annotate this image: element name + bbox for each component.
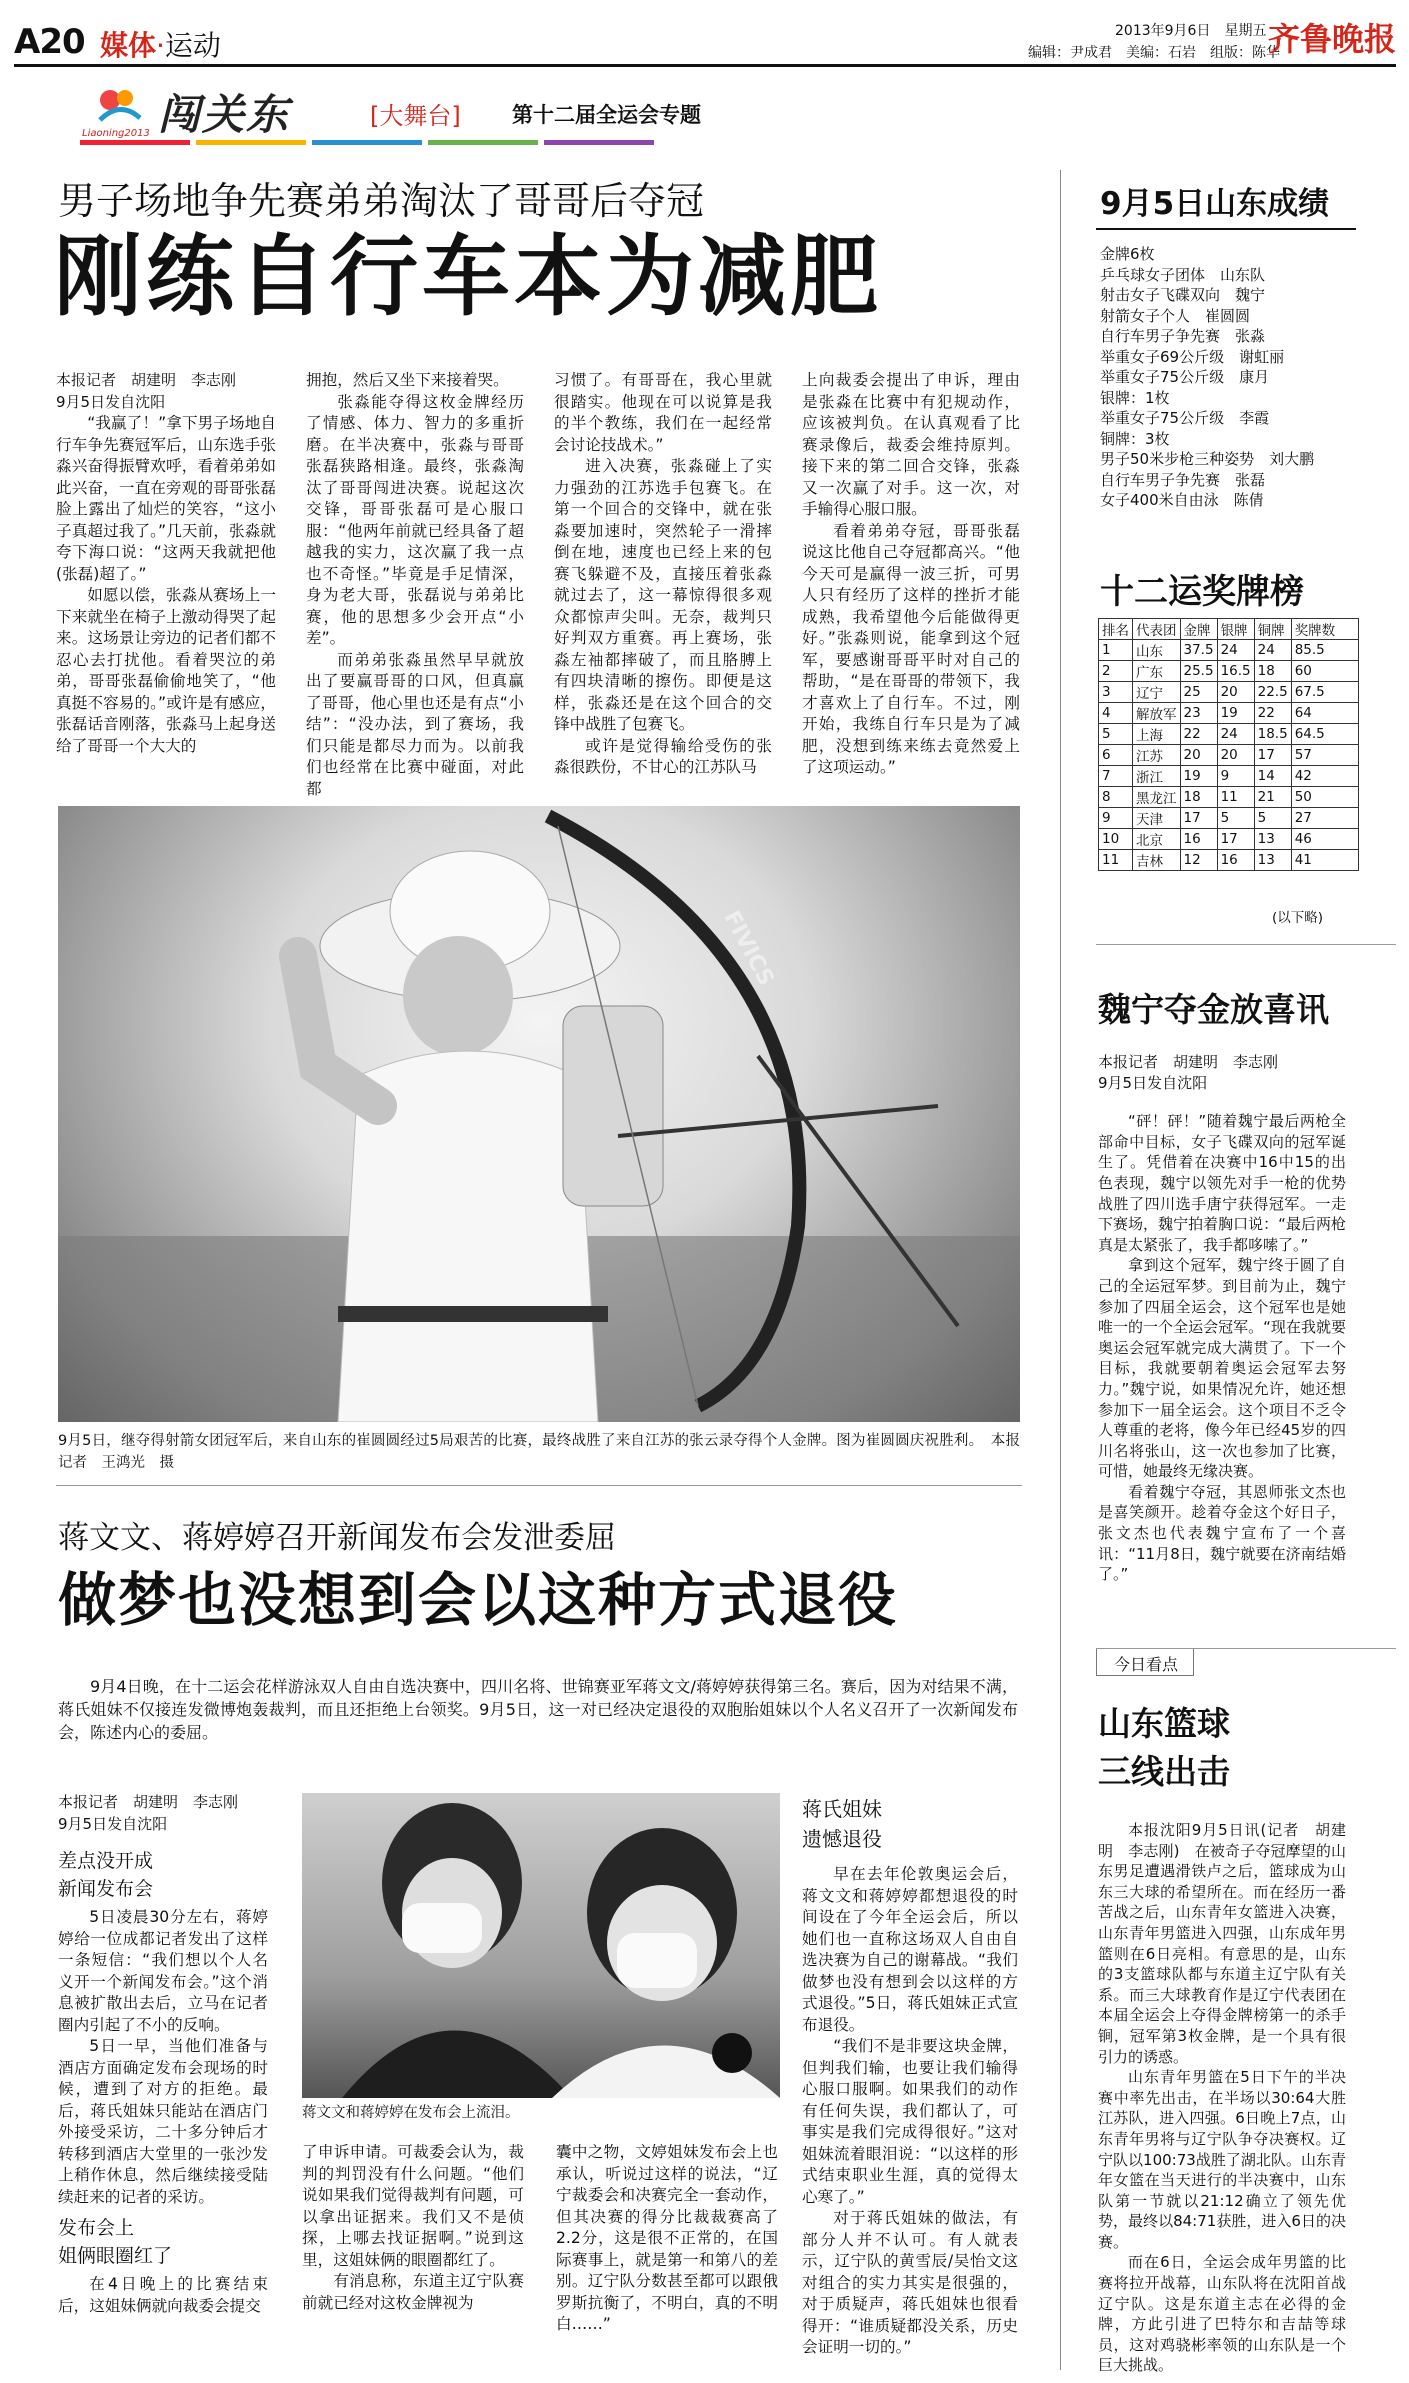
lead-headline: 刚练自行车本为减肥 <box>54 225 883 328</box>
medal-cell: 42 <box>1291 766 1358 787</box>
subhead-1 <box>58 1847 268 1903</box>
subhead-line: 遗憾退役 <box>802 1827 882 1851</box>
medal-cell: 辽宁 <box>1133 682 1181 703</box>
second-headline: 做梦也没想到会以这种方式退役 <box>58 1566 899 1634</box>
second-paragraph: 在4日晚上的比赛结束后，这姐妹俩就向裁委会提交 <box>58 2275 268 2315</box>
medal-cell: 22 <box>1180 724 1217 745</box>
section-sub: 运动 <box>164 29 221 62</box>
second-paragraph: 5日一早，当他们准备与酒店方面确定发布会现场的时候，遭到了对方的拒绝。最后，蒋氏姐妹只能站在酒店门外接受采访，二十多分钟后才转移到酒店大堂里的一张沙发上稍作休息，然后继续接受陆续赶来的记者的采访。 <box>58 2037 268 2206</box>
medal-cell: 16 <box>1180 829 1217 850</box>
lead-kicker: 男子场地争先赛弟弟淘汰了哥哥后夺冠 <box>58 179 705 223</box>
medal-row <box>1099 682 1359 703</box>
lead-column-3 <box>554 370 772 779</box>
medal-cell: 37.5 <box>1180 640 1217 661</box>
sidebar-divider <box>1096 944 1396 945</box>
weining-paragraph: 看着魏宁夺冠，其恩师张文杰也是喜笑颜开。趁着夺金这个好日子，张文杰也代表魏宁宣布了一个喜讯：“11月8日，魏宁就要在济南结婚了。” <box>1098 1482 1346 1584</box>
medal-cell: 广东 <box>1133 661 1181 682</box>
results-list <box>1100 244 1390 511</box>
subhead-2 <box>58 2214 268 2270</box>
medal-cell: 67.5 <box>1291 682 1358 703</box>
medal-cell: 17 <box>1217 829 1254 850</box>
medal-cell: 11 <box>1099 850 1133 871</box>
medal-cell: 4 <box>1099 703 1133 724</box>
medal-cell: 22.5 <box>1254 682 1291 703</box>
lead-paragraph: 而弟弟张淼虽然早早就放出了要赢哥哥的口风，但真赢了哥哥，他心里也还是有点“小结”：“没办法，到了赛场，我们只能是都尽力而为。以前我们也经常在比赛中碰面，对此都 <box>306 650 524 798</box>
second-column-2 <box>302 2142 524 2314</box>
medal-cell: 上海 <box>1133 724 1181 745</box>
medal-cell: 12 <box>1180 850 1217 871</box>
medal-header: 奖牌数 <box>1291 619 1358 640</box>
subhead-line: 发布会上 <box>58 2217 135 2239</box>
medal-cell: 18.5 <box>1254 724 1291 745</box>
medal-row <box>1099 787 1359 808</box>
medal-cell: 24 <box>1217 724 1254 745</box>
medal-cell: 山东 <box>1133 640 1181 661</box>
lead-paragraph: 上向裁委会提出了申诉，理由是张淼在比赛中有犯规动作，应该被判负。在认真观看了比赛录像后，裁委会维持原判。接下来的第二回合交锋，张淼又一次赢了对手。这一次，对手输得心服口服。 <box>802 371 1020 518</box>
weining-title: 魏宁夺金放喜讯 <box>1098 990 1329 1029</box>
result-line: 射箭女子个人 崔圆圆 <box>1100 306 1251 325</box>
archer-illustration <box>58 806 1020 1422</box>
medal-cell: 85.5 <box>1291 640 1358 661</box>
result-line: 自行车男子争先赛 张淼 <box>1100 327 1266 345</box>
medal-cell: 23 <box>1180 703 1217 724</box>
medal-cell: 17 <box>1254 745 1291 766</box>
weining-dateline: 9月5日发自沈阳 <box>1098 1073 1208 1092</box>
section-dot: · <box>156 29 165 62</box>
lead-byline: 本报记者 胡建明 李志刚 <box>56 371 237 389</box>
medal-cell: 14 <box>1254 766 1291 787</box>
medal-row <box>1099 808 1359 829</box>
medal-cell: 19 <box>1180 766 1217 787</box>
result-line: 银牌：1枚 <box>1100 388 1170 407</box>
subhead-line: 姐俩眼圈红了 <box>58 2245 173 2267</box>
basketball-title <box>1098 1700 1230 1796</box>
basketball-paragraph: 而在6日，全运会成年男篮的比赛将拉开战幕，山东队将在沈阳首战辽宁队。这是东道主志在必得的金牌，方此引进了巴特尔和吉喆等球员，这对鸡骁彬率领的山东队是一个巨大挑战。 <box>1098 2253 1346 2375</box>
second-paragraph: 囊中之物，文婷姐妹发布会上也承认，听说过这样的说法，“辽宁裁委会和决赛完全一套动作，但其决赛的得分比裁裁赛高了2.2分，这是很不正常的，在国际赛事上，就是第一和第八的差别。辽宁队分数甚至都可以跟俄罗斯抗衡了，不明白，真的不明白……” <box>556 2143 778 2333</box>
medal-row <box>1099 640 1359 661</box>
medal-header: 排名 <box>1099 619 1133 640</box>
lead-column-4 <box>802 370 1020 779</box>
section-divider <box>56 1485 1022 1486</box>
second-column-3 <box>556 2142 778 2336</box>
today-tag <box>1096 1648 1396 1677</box>
weining-article <box>1098 1052 1346 1585</box>
medal-cell: 1 <box>1099 640 1133 661</box>
medal-cell: 江苏 <box>1133 745 1181 766</box>
medal-row <box>1099 829 1359 850</box>
medal-cell: 8 <box>1099 787 1133 808</box>
lead-paragraph: 或许是觉得输给受伤的张淼很跌份，不甘心的江苏队马 <box>554 736 772 776</box>
paper-logo: 齐鲁晚报 <box>1268 20 1397 58</box>
medal-cell: 27 <box>1291 808 1358 829</box>
second-paragraph: 5日凌晨30分左右，蒋婷婷给一位成都记者发出了这样一条短信：“我们想以个人名义开一个新闻发布会。”这个消息被扩散出去后，立马在记者圈内引起了不小的反响。 <box>58 1908 268 2034</box>
second-paragraph: 有消息称，东道主辽宁队赛前就已经对这枚金牌视为 <box>302 2272 524 2312</box>
second-kicker: 蒋文文、蒋婷婷召开新闻发布会发泄委屈 <box>58 1520 616 1556</box>
medal-cell: 17 <box>1180 808 1217 829</box>
archery-photo <box>58 806 1020 1422</box>
subhead-line: 蒋氏姐妹 <box>802 1797 882 1821</box>
header-rule <box>14 64 1396 67</box>
page-number: A20 <box>14 22 85 62</box>
press-photo-caption <box>302 2103 780 2125</box>
today-tag-label: 今日看点 <box>1114 1655 1179 1674</box>
medal-cell: 10 <box>1099 829 1133 850</box>
medal-table <box>1098 618 1359 871</box>
medal-row <box>1099 724 1359 745</box>
medal-cell: 7 <box>1099 766 1133 787</box>
result-line: 金牌6枚 <box>1100 245 1155 263</box>
stage-tag: [大舞台] <box>370 102 461 130</box>
medal-cell: 20 <box>1217 745 1254 766</box>
summary-text: 9月4日晚，在十二运会花样游泳双人自由自选决赛中，四川名将、世锦赛亚军蒋文文/蒋婷婷获得第三名。赛后，因为对结果不满，蒋氏姐妹不仅接连发微博炮轰裁判，而且还拒绝上台领奖。9月5日，这一对已经决定退役的双胞胎姐妹以个人名义召开了一次新闻发布会，陈述内心的委屈。 <box>58 1677 1018 1742</box>
medal-cell: 19 <box>1217 703 1254 724</box>
medal-row <box>1099 766 1359 787</box>
medal-cell: 46 <box>1291 829 1358 850</box>
basketball-title-line: 山东篮球 <box>1098 1704 1230 1743</box>
result-line: 举重女子69公斤级 谢虹丽 <box>1100 347 1285 366</box>
basketball-paragraph: 本报沈阳9月5日讯(记者 胡建明 李志刚) 在被奇子夺冠摩望的山东男足遭遇滑铁卢之后，篮球成为山东三大球的希望所在。而在经历一番苦战之后，山东青年女篮进入决赛，山东青年男篮进入四强，山东成年男篮则在6日亮相。有意思的是，山东的3支篮球队都与东道主辽宁队有关系。而三大球教育作是辽宁代表团在本届全运会上夺得金牌榜第一的杀手锏，冠军第3枚金牌，是一个具有很引力的诱惑。 <box>1098 1821 1346 2066</box>
issue-date: 2013年9月6日 星期五 <box>1115 23 1267 39</box>
medal-cell: 21 <box>1254 787 1291 808</box>
medal-cell: 16 <box>1217 850 1254 871</box>
medal-cell: 18 <box>1254 661 1291 682</box>
subhead-3 <box>802 1794 1018 1854</box>
medal-cell: 吉林 <box>1133 850 1181 871</box>
subhead-line: 新闻发布会 <box>58 1878 154 1900</box>
lead-paragraph: 张淼能夺得这枚金牌经历了情感、体力、智力的多重折磨。在半决赛中，张淼与哥哥张磊狭路相逢。最终，张淼淘汰了哥哥闯进决赛。说起这次交锋，哥哥张磊可是心服口服：“他两年前就已经具备了超越我的实力，这次赢了我一点也不奇怪。”毕竟是手足情深，身为老大哥，张磊说与弟弟比赛，他的思想多少会开点“小差”。 <box>306 392 524 647</box>
medal-cell: 64 <box>1291 703 1358 724</box>
second-column-4 <box>802 1792 1018 2359</box>
medal-cell: 20 <box>1217 682 1254 703</box>
result-line: 铜牌：3枚 <box>1100 429 1170 448</box>
special-topic: 第十二届全运会专题 <box>512 103 701 127</box>
medal-row <box>1099 703 1359 724</box>
medal-row <box>1099 850 1359 871</box>
medal-note: (以下略) <box>1272 910 1324 926</box>
archery-photo-caption <box>58 1430 1020 1474</box>
second-paragraph: 了申诉申请。可裁委会认为，裁判的判罚没有什么问题。“他们说如果我们觉得裁判有问题，可以拿出证据来。我们又不是侦探，上哪去找证据啊。”说到这里，这姐妹俩的眼圈都红了。 <box>302 2143 524 2269</box>
medal-cell: 16.5 <box>1217 661 1254 682</box>
medal-header: 金牌 <box>1180 619 1217 640</box>
medal-cell: 5 <box>1254 808 1291 829</box>
logo-caption: Liaoning2013 <box>82 128 150 139</box>
medal-cell: 41 <box>1291 850 1358 871</box>
result-line: 男子50米步枪三种姿势 刘大鹏 <box>1100 450 1315 468</box>
medal-cell: 6 <box>1099 745 1133 766</box>
medal-cell: 3 <box>1099 682 1133 703</box>
caption-text: 蒋文文和蒋婷婷在发布会上流泪。 <box>302 2105 520 2121</box>
result-line: 举重女子75公斤级 李霞 <box>1100 409 1270 427</box>
games-logo <box>90 80 150 130</box>
section-label <box>100 24 221 64</box>
lead-paragraph: 进入决赛，张淼碰上了实力强劲的江苏选手包赛飞。在第一个回合的交锋中，就在张淼要加速时，突然轮子一滑摔倒在地，速度也已经上来的包赛飞躲避不及，直接压着张淼就过去了，这一幕惊得很多观众都惊声尖叫。无奈，裁判只好判双方重赛。再上赛场，张淼左袖都摔破了，而且胳膊上有四块清晰的擦伤。即便是这样，张淼还是在这个回合的交锋中战胜了包赛飞。 <box>554 457 772 733</box>
medal-row <box>1099 745 1359 766</box>
medal-cell: 天津 <box>1133 808 1181 829</box>
medal-cell: 22 <box>1254 703 1291 724</box>
column-divider <box>1060 170 1061 2370</box>
weining-paragraph: 拿到这个冠军，魏宁终于圆了自己的全运冠军梦。到目前为止，魏宁参加了四届全运会，这个冠军也是她唯一的一个全运会冠军。“现在我就要奥运会冠军就完成大满贯了。下一个目标，我就要朝着奥运会冠军去努力。”魏宁说，如果情况允许，她还想参加下一届全运会。这个项目不乏令人尊重的老将，像今年已经45岁的四川名将张山，这一次也参加了比赛，可惜，她最终无缘决赛。 <box>1098 1256 1346 1481</box>
second-dateline: 9月5日发自沈阳 <box>58 1814 168 1833</box>
medal-cell: 57 <box>1291 745 1358 766</box>
medal-cell: 11 <box>1217 787 1254 808</box>
basketball-article <box>1098 1820 1346 2376</box>
editor-credits: 编辑：尹成君 美编：石岩 组版：陈华 <box>1028 45 1280 61</box>
second-paragraph: 早在去年伦敦奥运会后，蒋文文和蒋婷婷都想退役的时间设在了今年全运会后，所以她们也一直称这场双人自由自选决赛为自己的谢幕战。“我们做梦也没有想到会以这样的方式退役。”5日，蒋氏姐妹正式宣布退役。 <box>802 1865 1018 2034</box>
result-line: 射击女子飞碟双向 魏宁 <box>1100 286 1266 304</box>
medal-cell: 5 <box>1217 808 1254 829</box>
color-bars <box>80 140 660 145</box>
lead-paragraph: 看着弟弟夺冠，哥哥张磊说这比他自己夺冠都高兴。“他今天可是赢得一波三折，可男人只有经历了这样的挫折才能成熟，我希望他今后能做得更好。”张淼则说，能拿到这个冠军，要感谢哥哥平时对自己的帮助，“是在哥哥的带领下，我才喜欢上了自行车。不过，刚开始，我练自行车只是为了减肥，没想到练来练去竟然爱上了这项运动。” <box>802 521 1020 776</box>
lead-column-2 <box>306 370 524 800</box>
medal-header: 代表团 <box>1133 619 1181 640</box>
medal-cell: 9 <box>1217 766 1254 787</box>
lead-paragraph: 如愿以偿，张淼从赛场上一下来就坐在椅子上激动得哭了起来。这场景让旁边的记者们都不忍心去打扰他。看着哭泣的弟弟，哥哥张磊偷偷地笑了，“他真挺不容易的。”或许是有感应，张磊话音刚落，张淼马上起身送给了哥哥一个大大的 <box>56 586 276 755</box>
medal-table-title: 十二运奖牌榜 <box>1100 572 1304 612</box>
result-line: 乒乓球女子团体 山东队 <box>1100 265 1266 284</box>
medal-cell: 13 <box>1254 850 1291 871</box>
medal-cell: 北京 <box>1133 829 1181 850</box>
lead-paragraph: 拥抱，然后又坐下来接着哭。 <box>306 371 509 389</box>
caption-text: 9月5日，继夺得射箭女团冠军后，来自山东的崔圆圆经过5局艰苦的比赛，最终战胜了来自江苏的张云录夺得个人金牌。图为崔圆圆庆祝胜利。 本报记者 王鸿光 摄 <box>58 1433 1020 1471</box>
medal-table-wrap <box>1098 618 1359 871</box>
basketball-paragraph: 山东青年男篮在5日下午的半决赛中率先出击，在半场以30:64大胜江苏队，进入四强。6日晚上7点，山东青年男将与辽宁队争夺决赛权。辽宁队以100:73战胜了湖北队。山东青年女篮在当天进行的半决赛中，山东队第一节就以21:12确立了领先优势，最终以84:71获胜，进入6日的决赛。 <box>1098 2068 1346 2251</box>
results-rule <box>1096 228 1356 230</box>
bow-label: FIVICS <box>718 906 779 991</box>
medal-cell: 浙江 <box>1133 766 1181 787</box>
medal-header: 铜牌 <box>1254 619 1291 640</box>
result-line: 自行车男子争先赛 张磊 <box>1100 470 1266 489</box>
medal-header-row <box>1099 619 1359 640</box>
medal-cell: 50 <box>1291 787 1358 808</box>
medal-row <box>1099 661 1359 682</box>
medal-cell: 解放军 <box>1133 703 1181 724</box>
lead-paragraph: 习惯了。有哥哥在，我心里就很踏实。他现在可以说算是我的半个教练，我们在一起经常会讨论技战术。” <box>554 371 772 454</box>
press-conference-photo <box>302 1793 780 2098</box>
medal-cell: 2 <box>1099 661 1133 682</box>
medal-cell: 24 <box>1217 640 1254 661</box>
medal-cell: 黑龙江 <box>1133 787 1181 808</box>
lead-column-1 <box>56 370 276 757</box>
second-summary <box>58 1675 1018 1744</box>
medal-cell: 25 <box>1180 682 1217 703</box>
medal-cell: 13 <box>1254 829 1291 850</box>
medal-cell: 5 <box>1099 724 1133 745</box>
lead-paragraph: “我赢了！”拿下男子场地自行车争先赛冠军后，山东选手张淼兴奋得振臂欢呼，看着弟弟如此兴奋，一直在旁观的哥哥张磊脸上露出了灿烂的笑容，“这小子真超过我了。”几天前，张淼就夸下海口说：“这两天我就把他(张磊)超了。” <box>56 414 276 583</box>
results-title: 9月5日山东成绩 <box>1100 186 1330 222</box>
medal-cell: 18 <box>1180 787 1217 808</box>
result-line: 举重女子75公斤级 康月 <box>1100 368 1270 386</box>
medal-header: 银牌 <box>1217 619 1254 640</box>
second-paragraph: “我们不是非要这块金牌，但判我们输，也要让我们输得心服口服啊。如果我们的动作有任何失误，我们都认了，可事实是我们完成得很好。”这对姐妹流着眼泪说：“以这样的形式结束职业生涯，真的觉得太心寒了。” <box>802 2037 1018 2206</box>
section-name: 媒体 <box>100 29 157 62</box>
medal-cell: 9 <box>1099 808 1133 829</box>
lead-dateline: 9月5日发自沈阳 <box>56 392 166 411</box>
medal-cell: 60 <box>1291 661 1358 682</box>
medal-cell: 25.5 <box>1180 661 1217 682</box>
second-column-1 <box>58 1792 268 2317</box>
result-line: 女子400米自由泳 陈倩 <box>1100 491 1264 509</box>
column-title: 闯关东 <box>158 90 291 139</box>
second-byline: 本报记者 胡建明 李志刚 <box>58 1793 239 1811</box>
medal-cell: 64.5 <box>1291 724 1358 745</box>
medal-cell: 24 <box>1254 640 1291 661</box>
basketball-title-line: 三线出击 <box>1098 1752 1230 1791</box>
second-paragraph: 对于蒋氏姐妹的做法，有部分人并不认可。有人就表示，辽宁队的黄雪辰/吴怡文这对组合的实力其实是很强的，对于质疑声，蒋氏姐妹也很看得开：“谁质疑都没关系，历史会证明一切的。” <box>802 2209 1018 2356</box>
weining-byline: 本报记者 胡建明 李志刚 <box>1098 1053 1279 1071</box>
subhead-line: 差点没开成 <box>58 1850 154 1872</box>
weining-paragraph: “砰！砰！”随着魏宁最后两枪全部命中目标，女子飞碟双向的冠军诞生了。凭借着在决赛中16中15的出色表现，魏宁以领先对手一枪的优势战胜了四川选手唐宁获得冠军。一走下赛场，魏宁拍着胸口说：“最后两枪真是太紧张了，我手都哆嗦了。” <box>1098 1112 1346 1254</box>
medal-cell: 20 <box>1180 745 1217 766</box>
sisters-illustration <box>302 1793 780 2098</box>
